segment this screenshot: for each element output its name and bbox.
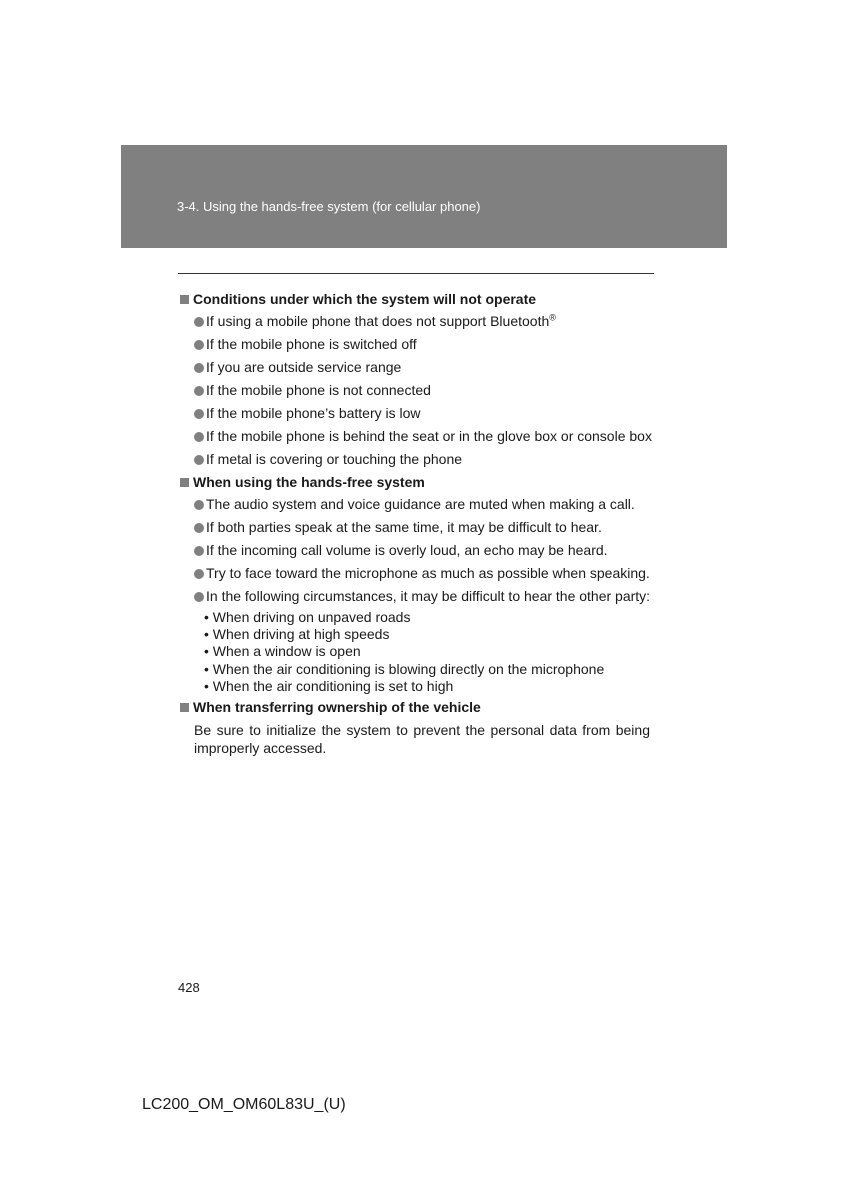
square-bullet-icon [180, 703, 189, 712]
circle-bullet-icon [194, 409, 204, 419]
circle-bullet-icon [194, 455, 204, 465]
section-heading-not-operate: Conditions under which the system will not operate [180, 288, 650, 310]
list-item: In the following circumstances, it may be difficult to hear the other party: [180, 585, 650, 608]
circle-bullet-icon [194, 317, 204, 327]
circle-bullet-icon [194, 523, 204, 533]
sublist-item: • When the air conditioning is blowing directly on the microphone [204, 660, 605, 677]
circle-bullet-icon [194, 340, 204, 350]
list-item: If metal is covering or touching the phone [180, 448, 650, 471]
section-heading-hands-free: When using the hands-free system [180, 471, 650, 493]
list-item: If the mobile phone is behind the seat or in the glove box or console box [180, 425, 650, 448]
sublist-item: • When driving at high speeds [204, 626, 390, 643]
list-item: If the mobile phone is not connected [180, 379, 650, 402]
chapter-header-band [121, 145, 727, 248]
header-rule [178, 273, 654, 274]
document-code: LC200_OM_OM60L83U_(U) [142, 1096, 346, 1113]
circle-bullet-icon [194, 386, 204, 396]
ownership-paragraph: Be sure to initialize the system to prevent the personal data from being improperly accessed. [194, 721, 650, 756]
square-bullet-icon [180, 478, 189, 487]
circumstance-sublist [180, 609, 650, 695]
circle-bullet-icon [194, 546, 204, 556]
circle-bullet-icon [194, 432, 204, 442]
sublist-item: • When the air conditioning is set to high [204, 677, 454, 694]
page-content [180, 288, 650, 757]
list-item: If the incoming call volume is overly loud, an echo may be heard. [180, 539, 650, 562]
square-bullet-icon [180, 295, 189, 304]
circle-bullet-icon [194, 500, 204, 510]
section-heading-ownership: When transferring ownership of the vehicle [180, 696, 650, 718]
list-item: If using a mobile phone that does not support Bluetooth® [180, 310, 650, 333]
list-item: If the mobile phone’s battery is low [180, 402, 650, 425]
chapter-title: 3-4. Using the hands-free system (for cellular phone) [177, 199, 481, 214]
circle-bullet-icon [194, 592, 204, 602]
list-item: If the mobile phone is switched off [180, 333, 650, 356]
page-number: 428 [178, 980, 200, 995]
list-item: Try to face toward the microphone as much as possible when speaking. [180, 562, 650, 585]
sublist-item: • When driving on unpaved roads [204, 609, 411, 625]
circle-bullet-icon [194, 569, 204, 579]
list-item: If you are outside service range [180, 356, 650, 379]
sublist-item: • When a window is open [204, 643, 361, 660]
list-item: The audio system and voice guidance are muted when making a call. [180, 493, 650, 516]
circle-bullet-icon [194, 363, 204, 373]
list-item: If both parties speak at the same time, it may be difficult to hear. [180, 516, 650, 539]
